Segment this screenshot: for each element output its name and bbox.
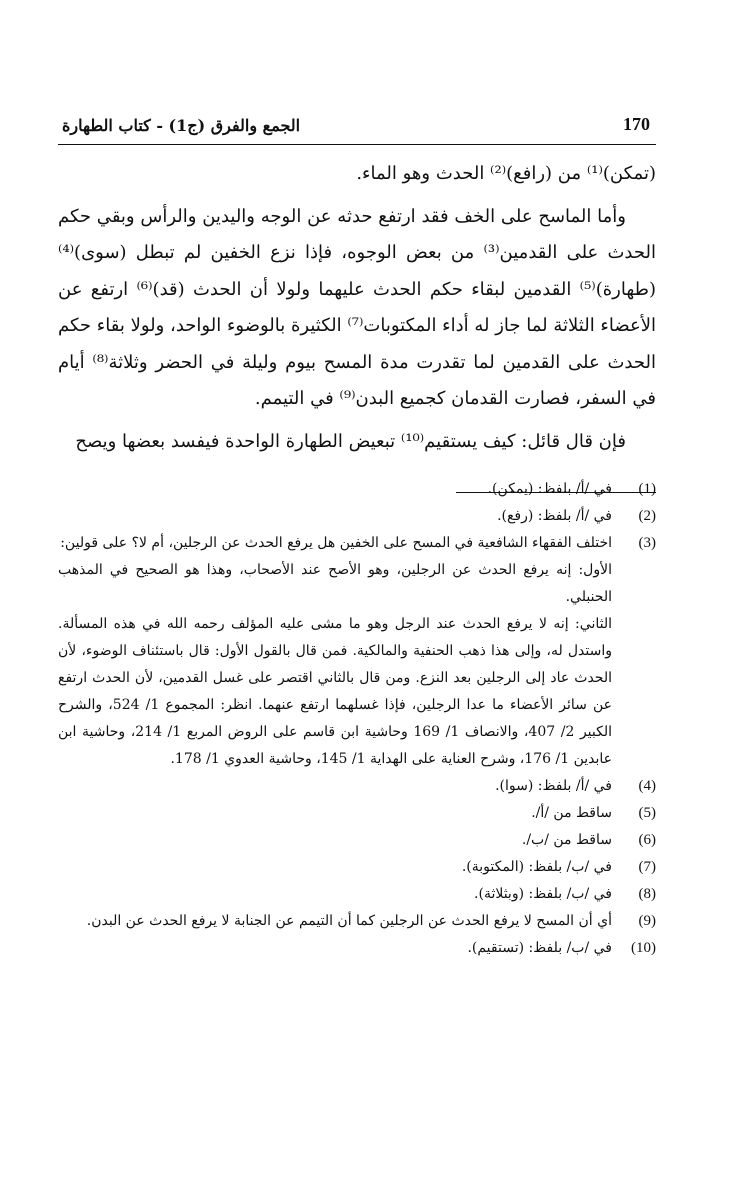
footnote-text: في /أ/ بلفظ: (يمكن). xyxy=(487,481,612,497)
footnote-number: (5) xyxy=(638,805,656,821)
footnote-number: (2) xyxy=(638,508,656,524)
footnote-number: (7) xyxy=(638,859,656,875)
footnote xyxy=(58,881,656,908)
page-number: 170 xyxy=(623,114,650,134)
footnote-number: (8) xyxy=(638,886,656,902)
paragraph: (تمكن)⁽¹⁾ من (رافع)⁽²⁾ الحدث وهو الماء. xyxy=(356,163,656,184)
footnote-text: في /أ/ بلفظ: (سوا). xyxy=(495,778,612,794)
footnote-number: (9) xyxy=(638,913,656,929)
footnote xyxy=(58,476,656,503)
footnote-number: (1) xyxy=(638,481,656,497)
footnote-text: في /ب/ بلفظ: (المكتوبة). xyxy=(461,859,612,875)
footnote xyxy=(58,773,656,800)
footnote-number: (3) xyxy=(638,535,656,551)
footnote-number: (6) xyxy=(638,832,656,848)
footnote-text: ساقط من /ب/. xyxy=(521,832,612,848)
footnote-number: (10) xyxy=(631,940,656,956)
footnotes xyxy=(58,476,656,962)
footnote xyxy=(58,530,656,773)
footnote xyxy=(58,935,656,962)
footnote xyxy=(58,800,656,827)
footnote-text: ساقط من /أ/. xyxy=(531,805,612,821)
running-title: الجمع والفرق (ج1) - كتاب الطهارة xyxy=(62,116,301,135)
main-text xyxy=(58,156,656,460)
footnote-text: أي أن المسح لا يرفع الحدث عن الرجلين كما أن التيمم عن الجنابة لا يرفع الحدث عن البدن. xyxy=(86,913,612,929)
footnote-number: (4) xyxy=(638,778,656,794)
page-header xyxy=(58,112,656,145)
book-page xyxy=(58,112,656,1112)
footnote xyxy=(58,827,656,854)
footnote-text: الأول: إنه يرفع الحدث عن الرجلين، وهو الأصح عند الأصحاب، وهذا هو الصحيح في المذهب الحنبلي. xyxy=(58,562,612,605)
paragraph: فإن قال قائل: كيف يستقيم⁽¹⁰⁾ تبعيض الطهارة الواحدة فيفسد بعضها ويصح xyxy=(75,430,626,452)
footnote xyxy=(58,854,656,881)
footnote-text: في /ب/ بلفظ: (وبثلاثة). xyxy=(474,886,612,902)
footnote-text: في /ب/ بلفظ: (تستقيم). xyxy=(467,940,612,956)
footnote xyxy=(58,908,656,935)
footnote-text: اختلف الفقهاء الشافعية في المسح على الخفين هل يرفع الحدث عن الرجلين، أم لا؟ على قولين: xyxy=(60,535,612,551)
footnote xyxy=(58,503,656,530)
footnote-text: في /أ/ بلفظ: (رفع). xyxy=(497,508,612,524)
footnote-text: الثاني: إنه لا يرفع الحدث عند الرجل وهو ما مشى عليه المؤلف رحمه الله في هذه المسألة. واستدل له، وإلى هذا ذهب الحنفية والمالكية. فمن قال بالقول الأول: قال باستئناف الوضوء، لأن الحدث عاد إلى الرجلين بعد النزع. ومن قال بالثاني اقتصر على غسل القدمين، لأن الحدث ارتفع عن سائر الأعضاء ما عدا الرجلين، فإذا غسلهما ارتفع عنهما. انظر: المجموع 1/ 524، والشرح الكبير 2/ 407، والانصاف 1/ 169 وحاشية ابن قاسم على الروض المربع 1/ 214، وحاشية ابن عابدين 1/ 176، وشرح العناية على الهداية 1/ 145، وحاشية العدوي 1/ 178. xyxy=(58,616,613,767)
paragraph: وأما الماسح على الخف فقد ارتفع حدثه عن الوجه واليدين والرأس وبقي حكم الحدث على القدمين⁽³⁾ من بعض الوجوه، فإذا نزع الخفين لم تبطل (سوى)⁽⁴⁾ (طهارة)⁽⁵⁾ القدمين لبقاء حكم الحدث عليهما ولولا أن الحدث (قد)⁽⁶⁾ ارتفع عن الأعضاء الثلاثة لما جاز له أداء المكتوبات⁽⁷⁾ الكثيرة بالوضوء الواحد، ولولا بقاء حكم الحدث على القدمين لما تقدرت مدة المسح بيوم وليلة في الحضر وثلاثة⁽⁸⁾ أيام في السفر، فصارت القدمان كجميع البدن⁽⁹⁾ في التيمم. xyxy=(58,205,656,409)
